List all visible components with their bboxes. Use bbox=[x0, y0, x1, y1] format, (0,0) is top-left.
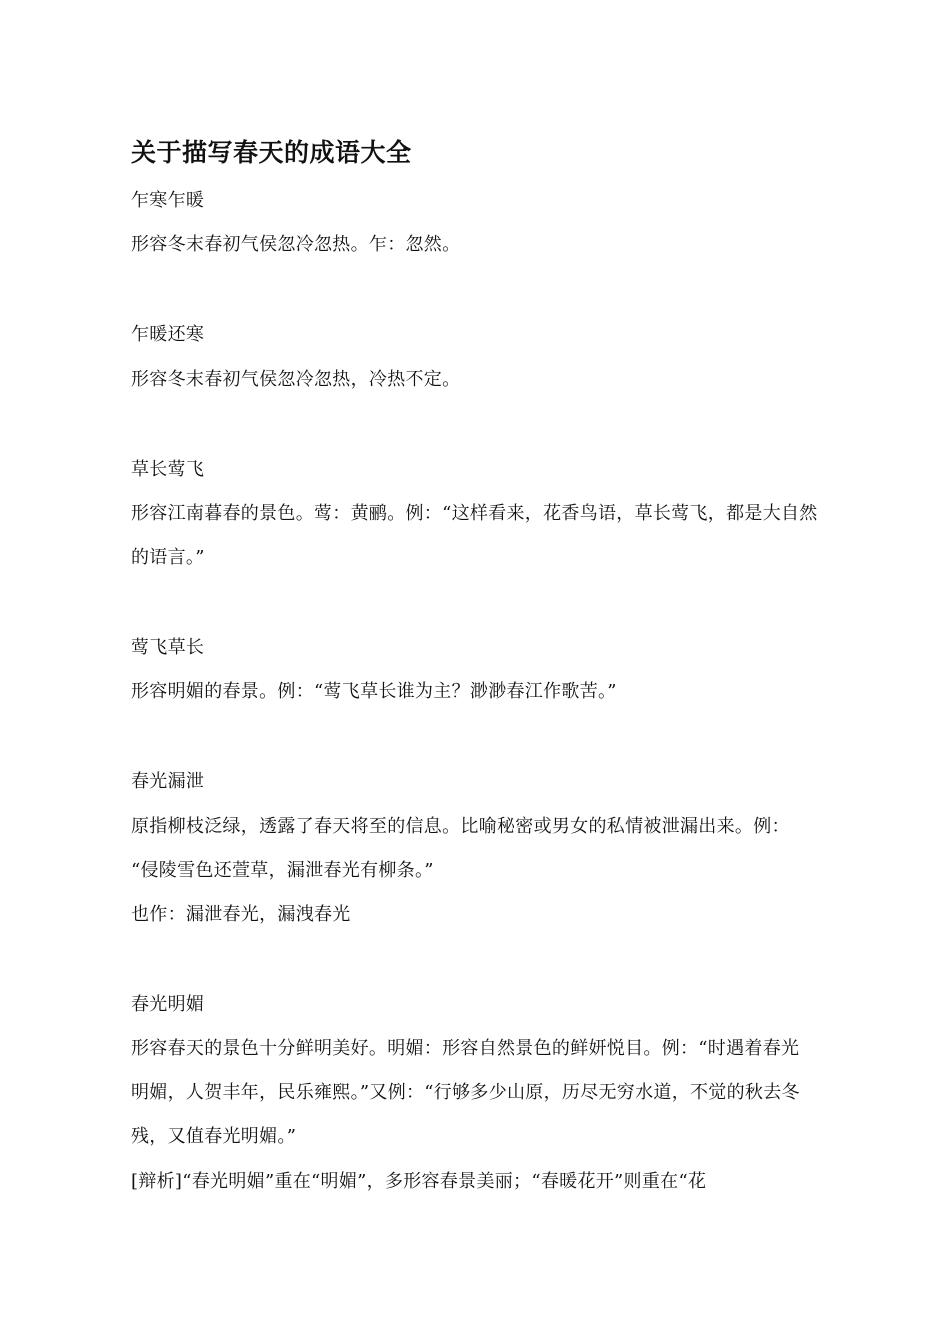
idiom-term: 春光漏泄 bbox=[131, 771, 205, 792]
idiom-term: 乍寒乍暖 bbox=[131, 190, 205, 211]
idiom-term: 乍暖还寒 bbox=[131, 324, 205, 345]
idiom-definition: 形容江南暮春的景色。莺：黄鹂。例：“这样看来，花香鸟语，草长莺飞，都是大自然 bbox=[131, 503, 818, 524]
idiom-definition: 形容明媚的春景。例：“莺飞草长谁为主？渺渺春江作歌苦。” bbox=[131, 681, 617, 702]
idiom-definition: 的语言。” bbox=[131, 547, 205, 568]
idiom-definition: 明媚，人贺丰年，民乐雍熙。”又例：“行够多少山原，历尽无穷水道，不觉的秋去冬 bbox=[131, 1082, 800, 1103]
idiom-definition: 原指柳枝泛绿，透露了春天将至的信息。比喻秘密或男女的私情被泄漏出来。例： bbox=[131, 816, 790, 837]
idiom-definition: 形容冬末春初气侯忽冷忽热。乍：忽然。 bbox=[131, 234, 461, 255]
idiom-definition: 形容冬末春初气侯忽冷忽热，冷热不定。 bbox=[131, 369, 461, 390]
idiom-definition: 残，又值春光明媚。” bbox=[131, 1126, 297, 1147]
document-title: 关于描写春天的成语大全 bbox=[131, 138, 412, 167]
idiom-variant: 也作：漏泄春光，漏洩春光 bbox=[131, 904, 351, 925]
idiom-term: 莺飞草长 bbox=[131, 637, 205, 658]
idiom-term: 春光明媚 bbox=[131, 994, 205, 1015]
idiom-analysis: [辩析]“春光明媚”重在“明媚”，多形容春景美丽；“春暖花开”则重在“花 bbox=[131, 1171, 707, 1192]
idiom-term: 草长莺飞 bbox=[131, 459, 205, 480]
idiom-definition: 形容春天的景色十分鲜明美好。明媚：形容自然景色的鲜妍悦目。例：“时遇着春光 bbox=[131, 1038, 800, 1059]
idiom-definition: “侵陵雪色还萱草，漏泄春光有柳条。” bbox=[131, 860, 434, 881]
